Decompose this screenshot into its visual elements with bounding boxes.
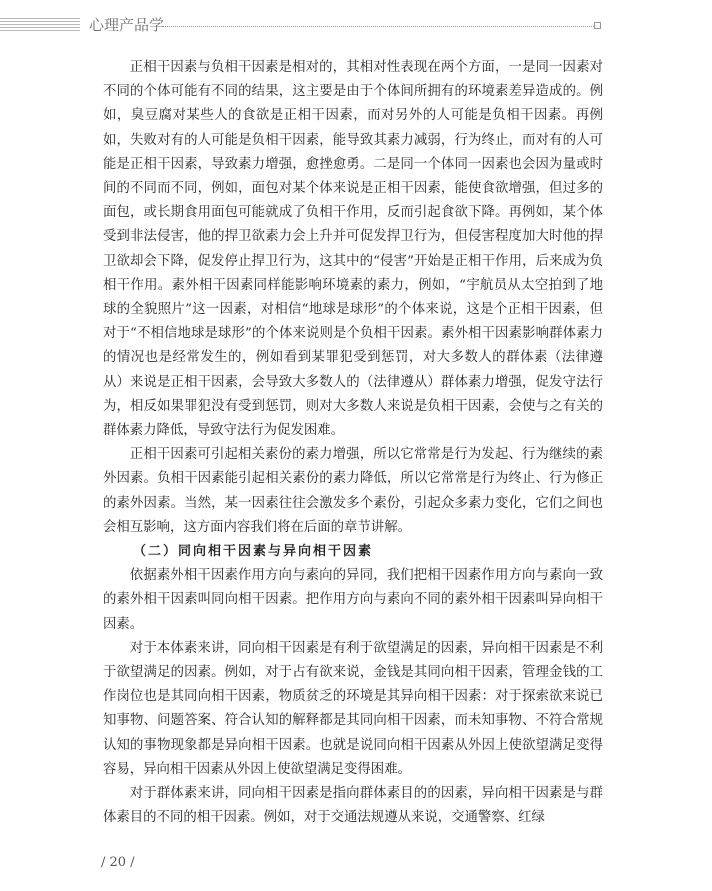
running-header-title: 心理产品学 xyxy=(89,16,165,34)
header-dotted-rule xyxy=(162,26,594,27)
page-header xyxy=(0,14,712,36)
paragraph: 正相干因素可引起相关素份的素力增强，所以它常常是行为发起、行为继续的素外因素。负相干因素能引起相关素份的素力降低，所以它常常是行为终止、行为修正的素外因素。当然，某一因素往往会激发多个素份，引起众多素力变化，它们之间也会相互影响，这方面内容我们将在后面的章节讲解。 xyxy=(103,447,603,535)
paragraph: 正相干因素与负相干因素是相对的，其相对性表现在两个方面，一是同一因素对不同的个体可能有不同的结果，这主要是由于个体间所拥有的环境素差异造成的。例如，臭豆腐对某些人的食欲是正相干因素，而对另外的人可能是负相干因素。再例如，失败对有的人可能是负相干因素，能导致其素力减弱，行为终止，而对有的人可能是正相干因素，导致素力增强，愈挫愈勇。二是同一个体同一因素也会因为量或时间的不同而不同，例如，面包对某个体来说是正相干因素，能使食欲增强，但过多的面包，或长期食用面包可能就成了负相干作用，反而引起食欲下降。再例如，某个体受到非法侵害，他的捍卫欲素力会上升并可促发捍卫行为，但侵害程度加大时他的捍卫欲却会下降，促发停止捍卫行为，这其中的“侵害”开始是正相干作用，后来成为负相干作用。素外相干因素同样能影响环境素的素力，例如，“宇航员从太空拍到了地球的全貌照片”这一因素，对相信“地球是球形”的个体来说，这是个正相干因素，但对于“不相信地球是球形”的个体来说则是个负相干因素。素外相干因素影响群体素力的情况也是经常发生的，例如看到某罪犯受到惩罚，对大多数人的群体素（法律遵从）来说是正相干因素，会导致大多数人的（法律遵从）群体素力增强，促发守法行为，相反如果罪犯没有受到惩罚，则对大多数人来说是负相干因素，会使与之有关的群体素力降低，导致守法行为促发困难。 xyxy=(103,60,603,439)
page-number: / 20 / xyxy=(101,855,135,870)
body-text xyxy=(103,56,603,831)
header-stripes-decoration xyxy=(0,18,80,32)
paragraph: 依据素外相干因素作用方向与素向的异同，我们把相干因素作用方向与素向一致的素外相干因素叫同向相干因素。把作用方向与素向不同的素外相干因素叫异向相干因素。 xyxy=(103,568,603,632)
paragraph: 对于群体素来讲，同向相干因素是指向群体素目的的因素，异向相干因素是与群体素目的不同的相干因素。例如，对于交通法规遵从来说，交通警察、红绿 xyxy=(103,786,603,826)
paragraph: 对于本体素来讲，同向相干因素是有利于欲望满足的因素，异向相干因素是不利于欲望满足的因素。例如，对于占有欲来说，金钱是其同向相干因素，管理金钱的工作岗位也是其同向相干因素，物质贫乏的环境是其异向相干因素：对于探索欲来说已知事物、问题答案、符合认知的解释都是其同向相干因素，而未知事物、不符合常规认知的事物现象都是异向相干因素。也就是说同向相干因素从外因上使欲望满足变得容易，异向相干因素从外因上使欲望满足变得困难。 xyxy=(103,640,603,777)
section-subheading: （二）同向相干因素与异向相干因素 xyxy=(133,544,374,560)
header-square-ornament xyxy=(594,22,601,29)
